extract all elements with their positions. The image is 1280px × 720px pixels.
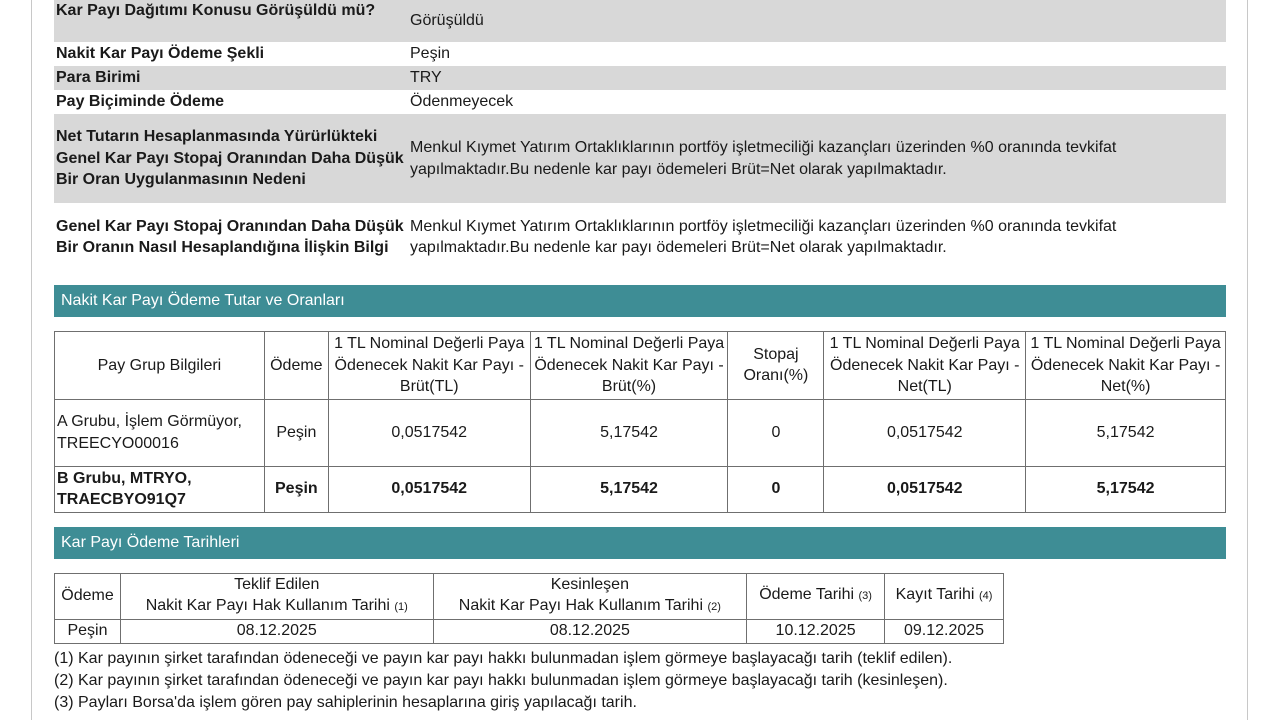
detail-row xyxy=(54,66,1226,90)
header-final-line2 xyxy=(434,595,747,619)
detail-label: Nakit Kar Payı Ödeme Şekli xyxy=(56,45,265,63)
detail-label: Pay Biçiminde Ödeme xyxy=(56,93,225,111)
table-header-row xyxy=(55,332,1226,400)
dividend-details-table xyxy=(54,0,1226,271)
header-gross-pct: 1 TL Nominal Değerli Paya Ödenecek Nakit Kar Payı - Brüt(%) xyxy=(530,332,728,400)
header-withholding: Stopaj Oranı(%) xyxy=(728,332,824,400)
cell-gross-pct: 5,17542 xyxy=(530,399,728,466)
cell-payment: Peşin xyxy=(264,466,328,512)
cell-final-date: 08.12.2025 xyxy=(433,619,747,643)
table-row xyxy=(55,466,1226,512)
detail-value: TRY xyxy=(406,66,1226,90)
payment-dates-table xyxy=(54,573,1004,644)
header-final-date xyxy=(433,573,747,619)
header-proposed-line1: Teklif Edilen xyxy=(234,575,320,593)
cell-withholding: 0 xyxy=(728,399,824,466)
amounts-section-header: Nakit Kar Payı Ödeme Tutar ve Oranları xyxy=(54,285,1226,317)
header-payment: Ödeme xyxy=(264,332,328,400)
cell-net-pct: 5,17542 xyxy=(1026,399,1226,466)
dividend-amounts-table xyxy=(54,331,1226,513)
cell-group: A Grubu, İşlem Görmüyor, TREECYO00016 xyxy=(55,399,265,466)
detail-value: Görüşüldü xyxy=(406,0,1226,42)
cell-proposed-date: 08.12.2025 xyxy=(120,619,433,643)
detail-label: Genel Kar Payı Stopaj Oranından Daha Düşük Bir Oranın Nasıl Hesaplandığına İlişkin Bilgi xyxy=(56,217,404,256)
detail-label: Net Tutarın Hesaplanmasında Yürürlükteki Genel Kar Payı Stopaj Oranından Daha Düşük Bir Oran Uygulanmasının Nedeni xyxy=(54,114,406,203)
cell-record-date: 09.12.2025 xyxy=(885,619,1004,643)
detail-value: Peşin xyxy=(410,45,451,63)
header-proposed-label: Nakit Kar Payı Hak Kullanım Tarihi xyxy=(145,597,390,614)
dividend-disclosure xyxy=(54,0,1226,714)
footnote: (2) Kar payının şirket tarafından ödeneceği ve payın kar payı hakkı bulunmadan işlem görmeye başlayacağı tarih (kesinleşen). xyxy=(54,671,948,689)
header-group-info: Pay Grup Bilgileri xyxy=(55,332,265,400)
header-record-date xyxy=(885,573,1004,619)
footnotes xyxy=(54,648,1226,714)
header-final-line1: Kesinleşen xyxy=(550,575,629,593)
table-row xyxy=(55,619,1004,643)
header-payment: Ödeme xyxy=(55,573,121,619)
dates-section-header: Kar Payı Ödeme Tarihleri xyxy=(54,527,1226,559)
cell-pay-date: 10.12.2025 xyxy=(747,619,885,643)
header-net-pct: 1 TL Nominal Değerli Paya Ödenecek Nakit Kar Payı - Net(%) xyxy=(1026,332,1226,400)
detail-label: Kar Payı Dağıtımı Konusu Görüşüldü mü? xyxy=(54,0,406,42)
table-row xyxy=(55,399,1226,466)
header-final-label: Nakit Kar Payı Hak Kullanım Tarihi xyxy=(458,597,704,614)
footnote: (3) Payları Borsa'da işlem gören pay sahiplerinin hesaplarına giriş yapılacağı tarih. xyxy=(54,693,637,711)
detail-row xyxy=(54,114,1226,203)
cell-gross-tl: 0,0517542 xyxy=(328,466,530,512)
cell-payment: Peşin xyxy=(264,399,328,466)
footnote-ref: (2) xyxy=(707,601,721,613)
cell-withholding: 0 xyxy=(728,466,824,512)
detail-row xyxy=(54,203,1226,271)
detail-value: Menkul Kıymet Yatırım Ortaklıklarının portföy işletmeciliği kazançları üzerinden %0 oranında tevkifat yapılmaktadır.Bu nedenle kar payı ödemeleri Brüt=Net olarak yapılmaktadır. xyxy=(410,217,1117,256)
right-frame-border xyxy=(1247,0,1248,720)
cell-net-pct: 5,17542 xyxy=(1026,466,1226,512)
cell-gross-pct: 5,17542 xyxy=(530,466,728,512)
header-pay-date xyxy=(747,573,885,619)
cell-net-tl: 0,0517542 xyxy=(824,399,1026,466)
header-proposed-line2 xyxy=(121,595,433,619)
detail-row xyxy=(54,0,1226,42)
cell-group: B Grubu, MTRYO, TRAECBYO91Q7 xyxy=(55,466,265,512)
header-gross-tl: 1 TL Nominal Değerli Paya Ödenecek Nakit Kar Payı - Brüt(TL) xyxy=(328,332,530,400)
header-proposed-date xyxy=(120,573,433,619)
detail-row xyxy=(54,42,1226,66)
left-frame-border xyxy=(31,0,32,720)
footnote-ref: (1) xyxy=(394,601,408,613)
cell-net-tl: 0,0517542 xyxy=(824,466,1026,512)
detail-row xyxy=(54,90,1226,114)
footnote: (1) Kar payının şirket tarafından ödeneceği ve payın kar payı hakkı bulunmadan işlem görmeye başlayacağı tarih (teklif edilen). xyxy=(54,649,953,667)
header-record-date-label: Kayıt Tarihi xyxy=(895,586,975,604)
detail-label: Para Birimi xyxy=(54,66,406,90)
detail-value: Ödenmeyecek xyxy=(410,93,514,111)
header-net-tl: 1 TL Nominal Değerli Paya Ödenecek Nakit Kar Payı - Net(TL) xyxy=(824,332,1026,400)
table-header-row xyxy=(55,573,1004,619)
cell-payment: Peşin xyxy=(55,619,121,643)
cell-gross-tl: 0,0517542 xyxy=(328,399,530,466)
detail-value: Menkul Kıymet Yatırım Ortaklıklarının portföy işletmeciliği kazançları üzerinden %0 oranında tevkifat yapılmaktadır.Bu nedenle kar payı ödemeleri Brüt=Net olarak yapılmaktadır. xyxy=(406,114,1226,203)
footnote-ref: (4) xyxy=(978,590,993,603)
footnote-ref: (3) xyxy=(858,590,872,603)
header-pay-date-label: Ödeme Tarihi xyxy=(759,586,855,604)
